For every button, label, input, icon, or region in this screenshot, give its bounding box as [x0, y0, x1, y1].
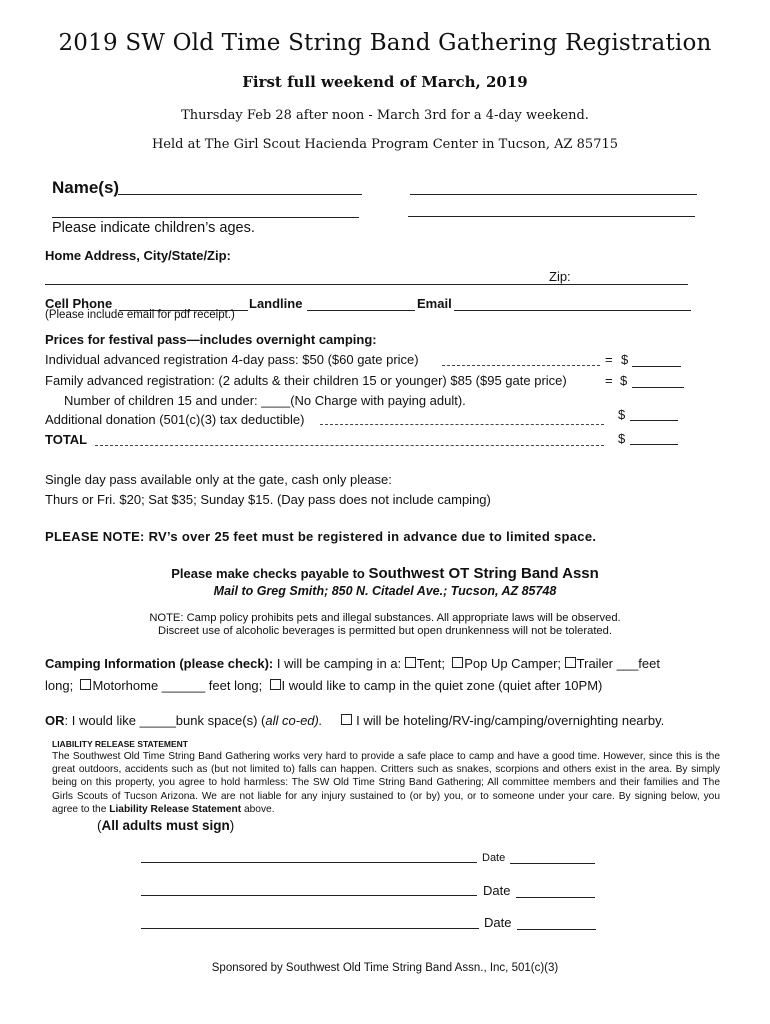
adults-must-sign	[97, 818, 234, 833]
liability-bold-text: Liability Release Statement	[109, 803, 242, 815]
email-label: Email	[417, 296, 452, 311]
tent-label: Tent;	[416, 656, 445, 671]
date-field-2[interactable]	[516, 897, 595, 898]
checks-payable-line	[0, 565, 770, 582]
donation-line: Additional donation (501(c)(3) tax deductible)	[45, 412, 305, 427]
camping-heading: Camping Information (please check):	[45, 656, 274, 671]
event-venue: Held at The Girl Scout Hacienda Program Center in Tucson, AZ 85715	[151, 137, 619, 152]
total-leader	[95, 445, 604, 446]
individual-dollar: $	[621, 352, 629, 367]
date-label-1: Date	[482, 852, 506, 864]
date-field-3[interactable]	[517, 929, 596, 930]
date-field-1[interactable]	[510, 863, 595, 864]
mailing-address: Mail to Greg Smith; 850 N. Citadel Ave.; Tucson, AZ 85748	[213, 584, 557, 598]
family-equals: =	[605, 373, 613, 388]
total-dollar: $	[618, 431, 626, 446]
individual-leader	[442, 365, 600, 366]
individual-pass-line: Individual advanced registration 4-day pass: $50 ($60 gate price)	[45, 352, 419, 367]
names-field-1[interactable]	[118, 194, 362, 195]
adults-must-sign-text: All adults must sign	[101, 818, 230, 833]
individual-equals: =	[605, 352, 613, 367]
quiet-zone-checkbox[interactable]	[270, 679, 281, 690]
total-label: TOTAL	[45, 432, 88, 447]
quiet-zone-label: I would like to camp in the quiet zone (quiet after 10PM)	[281, 678, 603, 693]
liability-end-text: above.	[241, 803, 275, 815]
donation-dollar: $	[618, 407, 626, 422]
landline-label: Landline	[249, 296, 303, 311]
camping-line-3	[45, 713, 664, 728]
single-day-line-1: Single day pass available only at the gate, cash only please:	[45, 472, 392, 487]
camping-line-2	[45, 678, 602, 693]
family-pass-line: Family advanced registration: (2 adults & their children 15 or younger) $85 ($95 gate price)	[45, 373, 567, 388]
zip-label: Zip:	[549, 269, 571, 284]
bunk-label: : I would like _____bunk space(s) (	[64, 713, 266, 728]
checks-prefix: Please make checks payable to	[171, 566, 369, 581]
landline-field[interactable]	[307, 310, 415, 311]
date-label-3: Date	[484, 915, 512, 930]
donation-amount-field[interactable]	[630, 420, 678, 421]
donation-leader	[320, 424, 604, 425]
adults-open-paren: (	[97, 818, 102, 833]
event-dates: Thursday Feb 28 after noon - March 3rd for a 4-day weekend.	[181, 108, 589, 123]
signature-line-3[interactable]	[141, 928, 479, 929]
footer-sponsor: Sponsored by Southwest Old Time String Band Assn., Inc, 501(c)(3)	[211, 962, 559, 974]
signature-line-2[interactable]	[141, 895, 477, 896]
home-address-label: Home Address, City/State/Zip:	[45, 248, 231, 263]
camp-policy-line-2: Discreet use of alcoholic beverages is permitted but open drunkenness will not be tolerated.	[158, 625, 612, 637]
liability-body	[52, 750, 720, 816]
event-subtitle: First full weekend of March, 2019	[242, 73, 528, 91]
popup-camper-checkbox[interactable]	[452, 657, 463, 668]
names-field-4[interactable]	[408, 216, 695, 217]
children-count-line: Number of children 15 and under: ____(No Charge with paying adult).	[64, 393, 466, 408]
tent-checkbox[interactable]	[405, 657, 416, 668]
coed-label: all co-ed).	[265, 713, 323, 728]
motorhome-label: Motorhome ______ feet long;	[92, 678, 263, 693]
signature-line-1[interactable]	[141, 862, 477, 863]
single-day-line-2: Thurs or Fri. $20; Sat $35; Sunday $15. (Day pass does not include camping)	[45, 492, 491, 507]
camp-policy-line-1: NOTE: Camp policy prohibits pets and illegal substances. All appropriate laws will be observed.	[149, 612, 621, 624]
total-amount-field[interactable]	[630, 444, 678, 445]
or-label: OR	[45, 713, 65, 728]
individual-amount-field[interactable]	[632, 366, 681, 367]
prices-heading: Prices for festival pass—includes overnight camping:	[45, 332, 377, 347]
email-field[interactable]	[454, 310, 691, 311]
camping-intro: I will be camping in a:	[273, 656, 405, 671]
home-address-field[interactable]	[45, 284, 688, 285]
trailer-label: Trailer ___feet	[576, 656, 660, 671]
liability-heading: LIABILITY RELEASE STATEMENT	[52, 739, 189, 749]
page-title: 2019 SW Old Time String Band Gathering Registration	[58, 30, 712, 56]
cell-phone-label: Cell Phone	[45, 296, 113, 311]
family-dollar: $	[620, 373, 628, 388]
email-note: (Please include email for pdf receipt.)	[45, 309, 235, 321]
rv-note: PLEASE NOTE: RV’s over 25 feet must be registered in advance due to limited space.	[45, 529, 597, 544]
adults-close-paren: )	[229, 818, 235, 833]
names-field-3[interactable]	[52, 217, 359, 218]
camping-line-1	[45, 656, 660, 671]
liability-text: The Southwest Old Time String Band Gathering works very hard to provide a safe place to camp and have a good time. However, since this is the great outdoors, accidents such as (but not limited to) falls can happen. Critters such as snakes, scorpions and others exist in the area. By simply being on this property, you agree to hold harmless: The SW Old Time String Band Gathering; All committee members and their families and The Girls Scouts of Tucson Arizona. We are not liable for any injury sustained to (or by) you, or to someone under your care. By signing below, you agree to the	[52, 751, 720, 815]
trailer-checkbox[interactable]	[565, 657, 576, 668]
hoteling-label: I will be hoteling/RV-ing/camping/overnighting nearby.	[356, 713, 665, 728]
motorhome-checkbox[interactable]	[80, 679, 91, 690]
children-ages-note: Please indicate children’s ages.	[52, 220, 255, 236]
names-label: Name(s)	[52, 178, 120, 197]
long-label: long;	[45, 678, 74, 693]
hoteling-checkbox[interactable]	[341, 714, 352, 725]
family-amount-field[interactable]	[632, 387, 684, 388]
names-field-2[interactable]	[410, 194, 697, 195]
date-label-2: Date	[483, 883, 511, 898]
popup-camper-label: Pop Up Camper;	[464, 656, 562, 671]
payee-name: Southwest OT String Band Assn	[368, 565, 599, 582]
